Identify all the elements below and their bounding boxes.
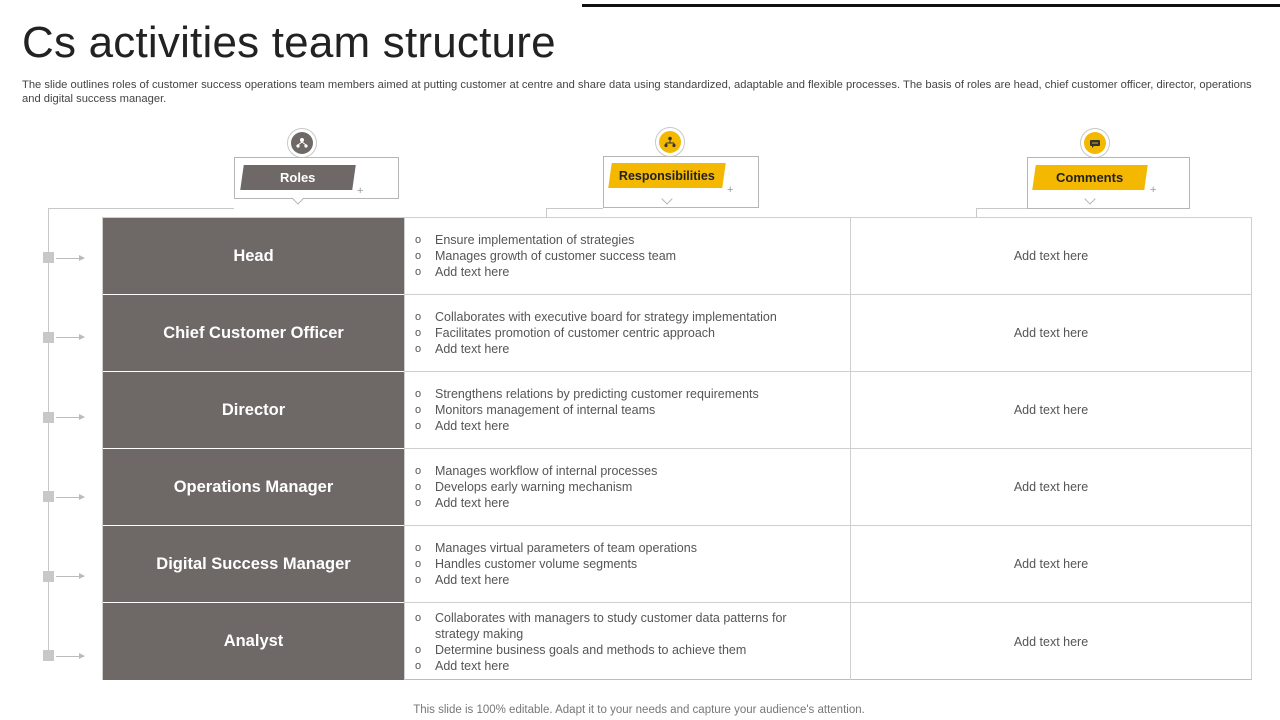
bullet-item: o Ensure implementation of strategies: [415, 233, 635, 247]
responsibilities-cell: [404, 449, 850, 526]
responsibilities-plus-icon: +: [727, 184, 734, 196]
responsibilities-cell: [404, 218, 850, 295]
roles-tag: Roles: [240, 165, 356, 190]
slide-subtitle: The slide outlines roles of customer success operations team members aimed at putting customer at centre and share data using standardized, adaptable and flexible processes. The basis of roles are head, chief customer officer, director, operations and digital success manager.: [22, 79, 1252, 105]
comment-chat-icon: [1084, 132, 1106, 154]
bullet-item: o Manages growth of customer success team: [415, 249, 677, 263]
row-marker: [43, 332, 54, 343]
role-cell: Head: [103, 218, 404, 295]
responsibilities-cell: [404, 295, 850, 372]
role-cell: Director: [103, 372, 404, 449]
table-row: [103, 295, 1251, 372]
connector-line: [546, 208, 603, 209]
bullet-item: o Facilitates promotion of customer centric approach: [415, 326, 715, 340]
row-arrow: [56, 497, 84, 498]
roles-table: [102, 217, 1252, 680]
connector-line: [976, 208, 977, 217]
responsibilities-cell: [404, 372, 850, 449]
row-marker: [43, 491, 54, 502]
org-chart-icon: [659, 131, 681, 153]
comment-cell: Add text here: [850, 449, 1251, 526]
connector-line: [546, 208, 547, 217]
bullet-item: o Determine business goals and methods to achieve them: [415, 642, 747, 657]
table-row: [103, 372, 1251, 449]
row-marker: [43, 252, 54, 263]
responsibilities-tag: Responsibilities: [608, 163, 726, 188]
row-marker: [43, 571, 54, 582]
role-cell: Chief Customer Officer: [103, 295, 404, 372]
bullet-item: o Add text here: [415, 573, 510, 587]
table-row: [103, 218, 1251, 295]
bullet-item: o Collaborates with managers to study customer data patterns for strategy making: [415, 610, 787, 641]
comment-cell: Add text here: [850, 218, 1251, 295]
comment-cell: Add text here: [850, 295, 1251, 372]
people-network-icon: [291, 132, 313, 154]
role-cell: Operations Manager: [103, 449, 404, 526]
comment-cell: Add text here: [850, 603, 1251, 680]
table-row: [103, 449, 1251, 526]
slide-title: Cs activities team structure: [22, 18, 556, 67]
row-marker: [43, 412, 54, 423]
comment-cell: Add text here: [850, 372, 1251, 449]
responsibilities-cell: [404, 603, 850, 680]
comment-cell: Add text here: [850, 526, 1251, 603]
roles-plus-icon: +: [357, 185, 364, 197]
row-arrow: [56, 656, 84, 657]
bullet-item: o Add text here: [415, 658, 510, 673]
bullet-item: o Collaborates with executive board for strategy implementation: [415, 310, 777, 324]
roles-icon-circle: [287, 128, 317, 158]
side-vertical-line: [48, 208, 49, 658]
table-row: [103, 526, 1251, 603]
bullet-item: o Handles customer volume segments: [415, 557, 638, 571]
bullet-item: o Develops early warning mechanism: [415, 480, 633, 494]
responsibilities-cell: [404, 526, 850, 603]
comments-icon-circle: [1080, 128, 1110, 158]
row-arrow: [56, 337, 84, 338]
row-arrow: [56, 417, 84, 418]
bullet-item: o Manages workflow of internal processes: [415, 464, 658, 478]
bullet-item: o Manages virtual parameters of team operations: [415, 541, 697, 555]
table-row: [103, 603, 1251, 680]
bullet-item: o Add text here: [415, 265, 510, 279]
row-marker: [43, 650, 54, 661]
bullet-item: o Add text here: [415, 496, 510, 510]
connector-line: [48, 208, 234, 209]
role-cell: Digital Success Manager: [103, 526, 404, 603]
connector-line: [976, 208, 1027, 209]
bullet-item: o Add text here: [415, 342, 510, 356]
comments-tag: Comments: [1032, 165, 1148, 190]
role-cell: Analyst: [103, 603, 404, 680]
row-arrow: [56, 576, 84, 577]
bullet-item: o Add text here: [415, 419, 510, 433]
bullet-item: o Monitors management of internal teams: [415, 403, 656, 417]
responsibilities-icon-circle: [655, 127, 685, 157]
footer-note: This slide is 100% editable. Adapt it to your needs and capture your audience's attention.: [413, 704, 865, 716]
top-rule: [582, 4, 1280, 7]
bullet-item: o Strengthens relations by predicting customer requirements: [415, 387, 759, 401]
comments-plus-icon: +: [1150, 184, 1157, 196]
row-arrow: [56, 258, 84, 259]
